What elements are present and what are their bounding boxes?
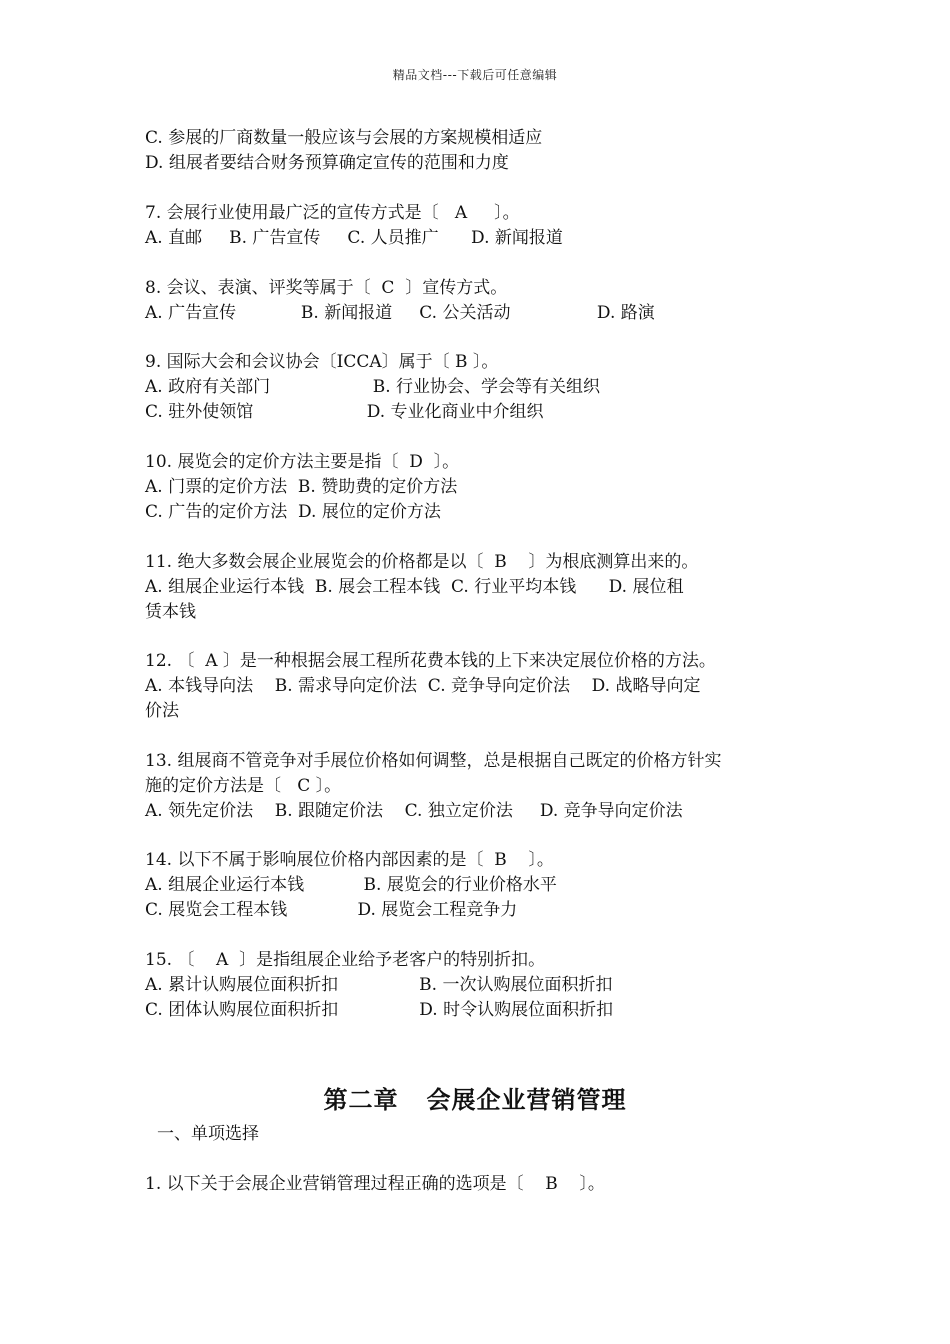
question-8: 8. 会议、表演、评奖等属于〔 C 〕宣传方式。 bbox=[145, 278, 508, 298]
option-line: A. 直邮 B. 广告宣传 C. 人员推广 D. 新闻报道 bbox=[145, 228, 563, 248]
option-line: D. 组展者要结合财务预算确定宣传的范围和力度 bbox=[145, 153, 509, 173]
option-line: C. 团体认购展位面积折扣 D. 时令认购展位面积折扣 bbox=[145, 1000, 614, 1020]
option-line: C. 参展的厂商数量一般应该与会展的方案规模相适应 bbox=[145, 128, 543, 148]
option-line: 价法 bbox=[145, 701, 179, 721]
option-line: A. 门票的定价方法 B. 赞助费的定价方法 bbox=[145, 477, 458, 497]
option-line: A. 领先定价法 B. 跟随定价法 C. 独立定价法 D. 竞争导向定价法 bbox=[145, 801, 683, 821]
option-line: A. 累计认购展位面积折扣 B. 一次认购展位面积折扣 bbox=[145, 975, 613, 995]
question-11: 11. 绝大多数会展企业展览会的价格都是以〔 B 〕为根底测算出来的。 bbox=[145, 552, 699, 572]
option-line: C. 广告的定价方法 D. 展位的定价方法 bbox=[145, 502, 441, 522]
page-header: 精品文档---下载后可任意编辑 bbox=[392, 68, 558, 82]
question-14: 14. 以下不属于影响展位价格内部因素的是〔 B 〕。 bbox=[145, 850, 554, 870]
chapter-title: 第二章 会展企业营销管理 bbox=[323, 1086, 627, 1114]
question-13: 13. 组展商不管竞争对手展位价格如何调整，总是根据自己既定的价格方针实 bbox=[145, 751, 722, 771]
question-12: 12. 〔 A 〕是一种根据会展工程所花费本钱的上下来决定展位价格的方法。 bbox=[145, 651, 716, 671]
option-line: A. 组展企业运行本钱 B. 展会工程本钱 C. 行业平均本钱 D. 展位租 bbox=[145, 577, 684, 597]
question-15: 15. 〔 A 〕是指组展企业给予老客户的特别折扣。 bbox=[145, 950, 546, 970]
option-line: C. 展览会工程本钱 D. 展览会工程竞争力 bbox=[145, 900, 518, 920]
option-line: 赁本钱 bbox=[145, 602, 196, 622]
question-10: 10. 展览会的定价方法主要是指〔 D 〕。 bbox=[145, 452, 460, 472]
section-title: 一、单项选择 bbox=[157, 1124, 259, 1144]
question-13-continued: 施的定价方法是〔 C 〕。 bbox=[145, 776, 342, 796]
option-line: A. 组展企业运行本钱 B. 展览会的行业价格水平 bbox=[145, 875, 557, 895]
option-line: A. 广告宣传 B. 新闻报道 C. 公关活动 D. 路演 bbox=[145, 303, 655, 323]
option-line: C. 驻外使领馆 D. 专业化商业中介组织 bbox=[145, 402, 544, 422]
chapter2-question-1: 1. 以下关于会展企业营销管理过程正确的选项是〔 B 〕。 bbox=[145, 1174, 605, 1194]
option-line: A. 政府有关部门 B. 行业协会、学会等有关组织 bbox=[145, 377, 601, 397]
option-line: A. 本钱导向法 B. 需求导向定价法 C. 竞争导向定价法 D. 战略导向定 bbox=[145, 676, 701, 696]
question-9: 9. 国际大会和会议协会〔ICCA〕属于〔 B 〕。 bbox=[145, 352, 499, 372]
question-7: 7. 会展行业使用最广泛的宣传方式是〔 A 〕。 bbox=[145, 203, 520, 223]
